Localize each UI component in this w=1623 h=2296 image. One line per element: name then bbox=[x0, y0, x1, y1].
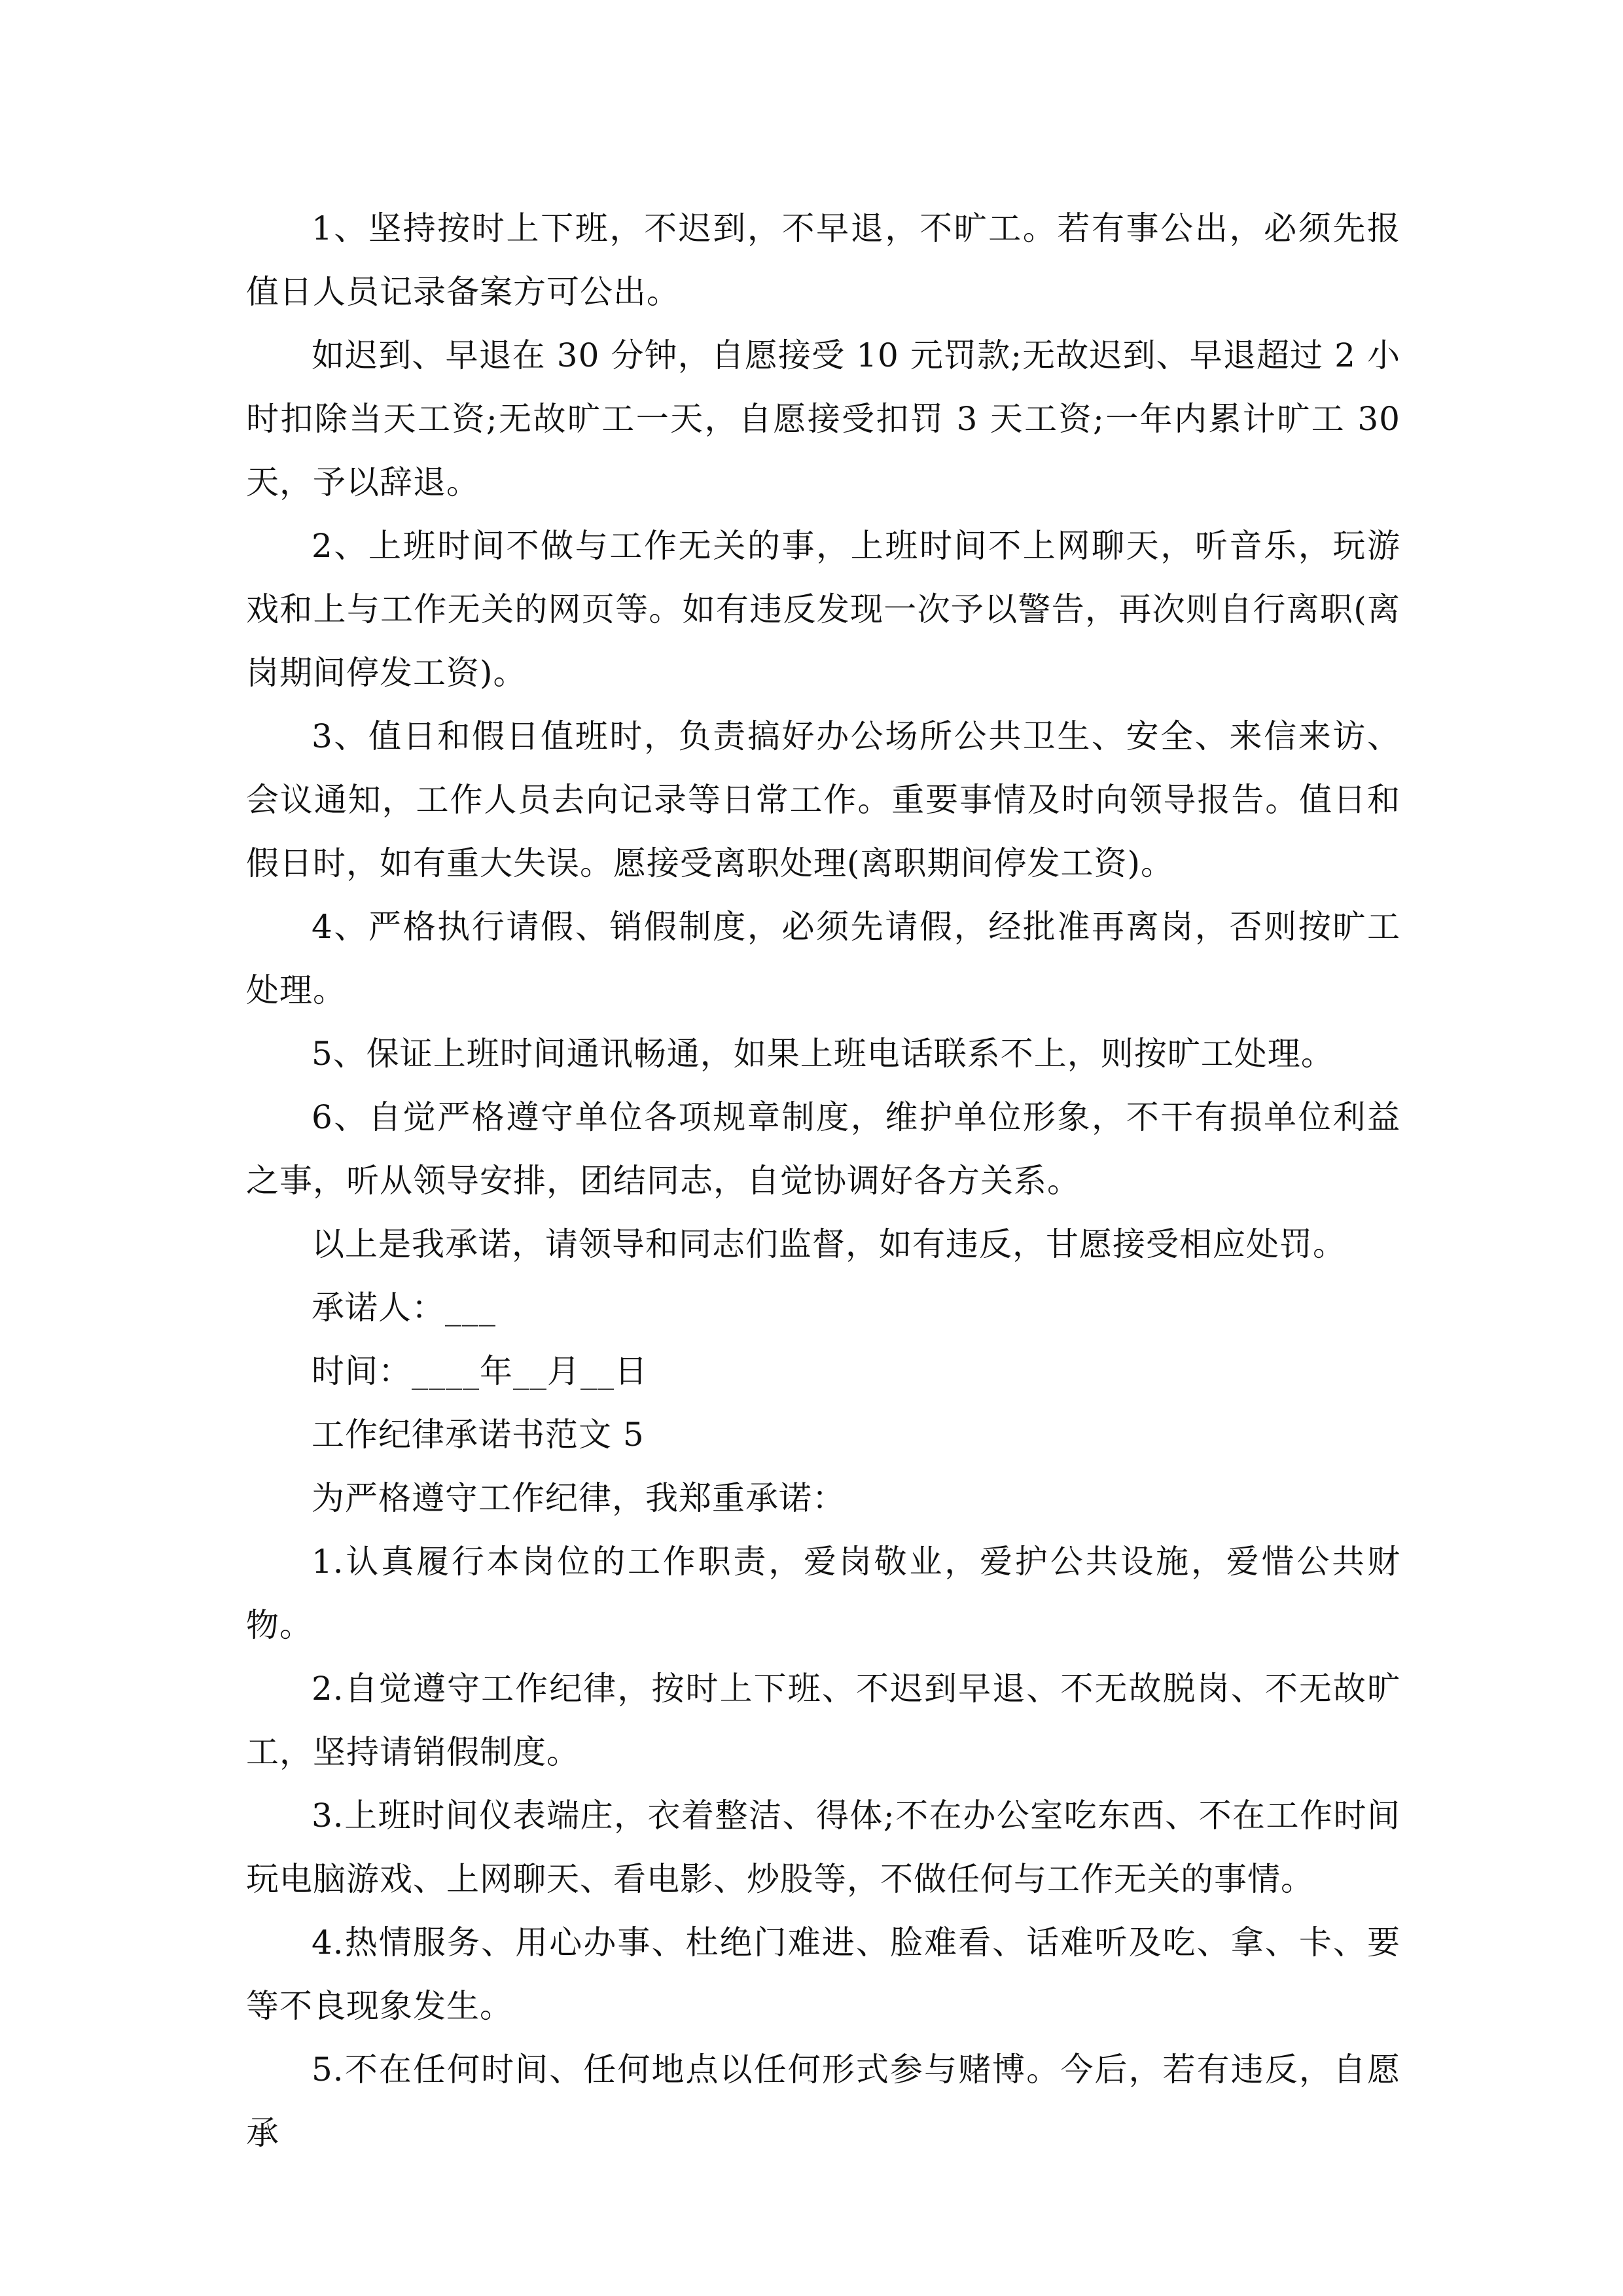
pledge-item-4: 4.热情服务、用心办事、杜绝门难进、脸难看、话难听及吃、拿、卡、要等不良现象发生。 bbox=[246, 1924, 1400, 2025]
rule-3-paragraph: 3、值日和假日值班时，负责搞好办公场所公共卫生、安全、来信来访、会议通知，工作人员去向记录等日常工作。重要事情及时向领导报告。值日和假日时，如有重大失误。愿接受离职处理(离职期间停发工资)。 bbox=[246, 717, 1400, 882]
pledge-item-2: 2.自觉遵守工作纪律，按时上下班、不迟到早退、不无故脱岗、不无故旷工，坚持请销假制度。 bbox=[246, 1670, 1400, 1771]
rule-6-paragraph: 6、自觉严格遵守单位各项规章制度，维护单位形象，不干有损单位利益之事，听从领导安排，团结同志，自觉协调好各方关系。 bbox=[246, 1098, 1400, 1200]
date-line: 时间：____年__月__日 bbox=[312, 1352, 648, 1390]
rule-1-paragraph: 1、坚持按时上下班，不迟到，不早退，不旷工。若有事公出，必须先报值日人员记录备案方可公出。 bbox=[246, 209, 1400, 311]
lateness-penalty-paragraph: 如迟到、早退在 30 分钟，自愿接受 10 元罚款;无故迟到、早退超过 2 小时扣除当天工资;无故旷工一天，自愿接受扣罚 3 天工资;一年内累计旷工 30 天，予以辞退。 bbox=[246, 336, 1412, 501]
section-title: 工作纪律承诺书范文 5 bbox=[312, 1416, 645, 1454]
pledge-statement: 以上是我承诺，请领导和同志们监督，如有违反，甘愿接受相应处罚。 bbox=[312, 1225, 1346, 1263]
document-body bbox=[246, 197, 1412, 2165]
pledge-item-3: 3.上班时间仪表端庄，衣着整洁、得体;不在办公室吃东西、不在工作时间玩电脑游戏、上网聊天、看电影、炒股等，不做任何与工作无关的事情。 bbox=[246, 1797, 1400, 1898]
rule-5-paragraph: 5、保证上班时间通讯畅通，如果上班电话联系不上，则按旷工处理。 bbox=[312, 1035, 1334, 1073]
rule-4-paragraph: 4、严格执行请假、销假制度，必须先请假，经批准再离岗，否则按旷工处理。 bbox=[246, 908, 1400, 1009]
section-intro: 为严格遵守工作纪律，我郑重承诺： bbox=[312, 1479, 846, 1517]
pledge-item-1: 1.认真履行本岗位的工作职责，爱岗敬业，爱护公共设施，爱惜公共财物。 bbox=[246, 1543, 1400, 1644]
pledger-signature-line: 承诺人：___ bbox=[312, 1289, 496, 1327]
rule-2-paragraph: 2、上班时间不做与工作无关的事，上班时间不上网聊天，听音乐，玩游戏和上与工作无关的网页等。如有违反发现一次予以警告，再次则自行离职(离岗期间停发工资)。 bbox=[246, 527, 1400, 692]
pledge-item-5: 5.不在任何时间、任何地点以任何形式参与赌博。今后，若有违反，自愿承 bbox=[246, 2051, 1400, 2152]
